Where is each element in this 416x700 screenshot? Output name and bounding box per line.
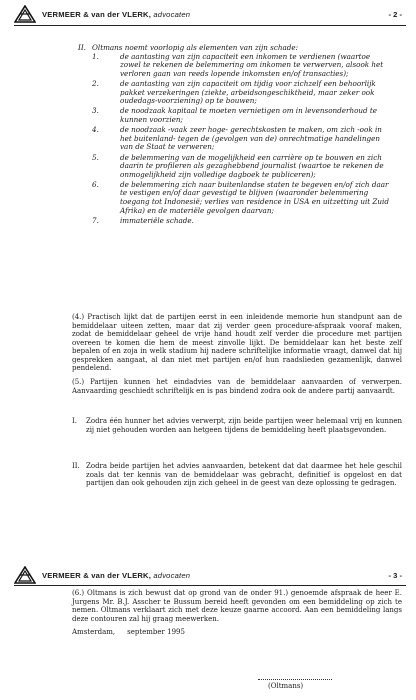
- option-text: Zodra één hunner het advies verwerpt, zijn beide partijen weer helemaal vrij en kunnen zij niet gehouden worden aan hetgeen tijdens de bemiddeling heeft plaatsgevonden.: [86, 417, 402, 434]
- option-text: Zodra beide partijen het advies aanvaarden, betekent dat dat daarmee het hele geschil zoals dat ter kennis van de bemiddelaar was gebracht, definitief is opgelost en dat partijen dan ook gehouden zijn zich geheel in de geest van deze oplossing te gedragen.: [86, 462, 402, 487]
- list-item: 1. de aantasting van zijn capaciteit een inkomen te verdienen (waartoe zowel te rekenen de belemmering om inkomen te verwerven, alsook het verloren gaan van reeds lopende inkomsten en/of transacties);: [92, 51, 384, 78]
- page-number: - 2 -: [388, 9, 402, 19]
- option-numeral: II.: [72, 462, 80, 470]
- section-numeral: II.: [78, 43, 86, 52]
- signature-line: [258, 679, 332, 680]
- header-rule: [14, 585, 406, 586]
- triangular-knot-logo-icon: [14, 566, 36, 584]
- signature-name: (Oltmans): [268, 682, 304, 690]
- list-item: 7. immateriële schade.: [92, 215, 194, 225]
- list-item: 6. de belemmering zich naar buitenlandse staten te begeven en/of zich daar te vestigen en/of daar gevestigd te blijven (waaronder belemmering toegang tot Indonesië; verlies van residence in USA en uitzetting uit Zuid Afrika) en de materiële gevolgen daarvan;: [92, 179, 389, 215]
- page-number: - 3 -: [388, 570, 402, 580]
- firm-name: VERMEER & van der VLERK, advocaten: [42, 9, 191, 19]
- closing-date: september 1995: [127, 628, 185, 636]
- list-item: 2. de aantasting van zijn capaciteit om tijdig voor zichzelf een behoorlijk pakket verzekeringen (ziekte, arbeidsongeschiktheid, maar zeker ook oudedags-voorziening) op te bouwen;: [92, 78, 376, 106]
- list-item: 4. de noodzaak -vaak zeer hoge- gerechtskosten te maken, om zich -ook in het buitenland- tegen de (gevolgen van de) onrechtmatige handelingen van de Staat te verweren;: [92, 125, 382, 152]
- outcome-option-2: [72, 462, 402, 488]
- header-rule: [14, 25, 406, 26]
- paragraph-5: (5.) Partijen kunnen het eindadvies van de bemiddelaar aanvaarden of verwerpen. Aanvaarding geschiedt schriftelijk en is pas bindend zodra ook de andere partij aanvaardt.: [72, 378, 402, 395]
- list-item: 3. de noodzaak kapitaal te moeten vernietigen om in levensonderhoud te kunnen voorzien;: [92, 106, 378, 124]
- list-item: 5. de belemmering van de mogelijkheid een carrière op te bouwen en zich daarin te profileren als gezaghebbend journalist (waartoe te rekenen de onmogelijkheid zijn volledige dagboek te publiceren);: [92, 152, 384, 179]
- damage-section: [78, 43, 392, 227]
- firm-name: VERMEER & van der VLERK, advocaten: [42, 570, 191, 580]
- option-numeral: I.: [72, 417, 77, 425]
- triangular-knot-logo-icon: [14, 5, 36, 23]
- letterhead-page-2: [14, 4, 406, 24]
- letterhead-page-3: [14, 565, 406, 585]
- outcome-option-1: [72, 417, 402, 434]
- place-date: [72, 628, 402, 636]
- paragraph-6: (6.) Oltmans is zich bewust dat op grond van de onder 91.) genoemde afspraak de heer E. Jurgens Mr. B.J. Asscher te Bussum bereid heeft gevonden om een bemiddeling op zich te nemen. Oltmans verklaart zich met deze keuze gaarne accoord. Aan een bemiddeling langs deze contouren zal hij graag meewerken.: [72, 589, 402, 623]
- damage-list: [92, 53, 392, 226]
- section-intro: Oltmans noemt voorlopig als elementen van zijn schade:: [92, 43, 299, 52]
- closing-place: Amsterdam,: [72, 628, 116, 636]
- paragraph-4: (4.) Practisch lijkt dat de partijen eerst in een inleidende memorie hun standpunt aan de bemiddelaar uiteen zetten, maar dat zij verder geen procedure-afspraak vooraf maken, zodat de bemiddelaar geheel de vrije hand houdt zelf verder die procedure met partijen overeen te komen die hem de meest zinvolle lijkt. De bemiddelaar kan het beste zelf bepalen of en zoja in welk stadium hij nadere schriftelijke informatie vraagt, danwel dat hij gesprekken aangaat, al dan niet met partijen en/of hun raadslieden gezamenlijk, danwel pendelend.: [72, 313, 402, 372]
